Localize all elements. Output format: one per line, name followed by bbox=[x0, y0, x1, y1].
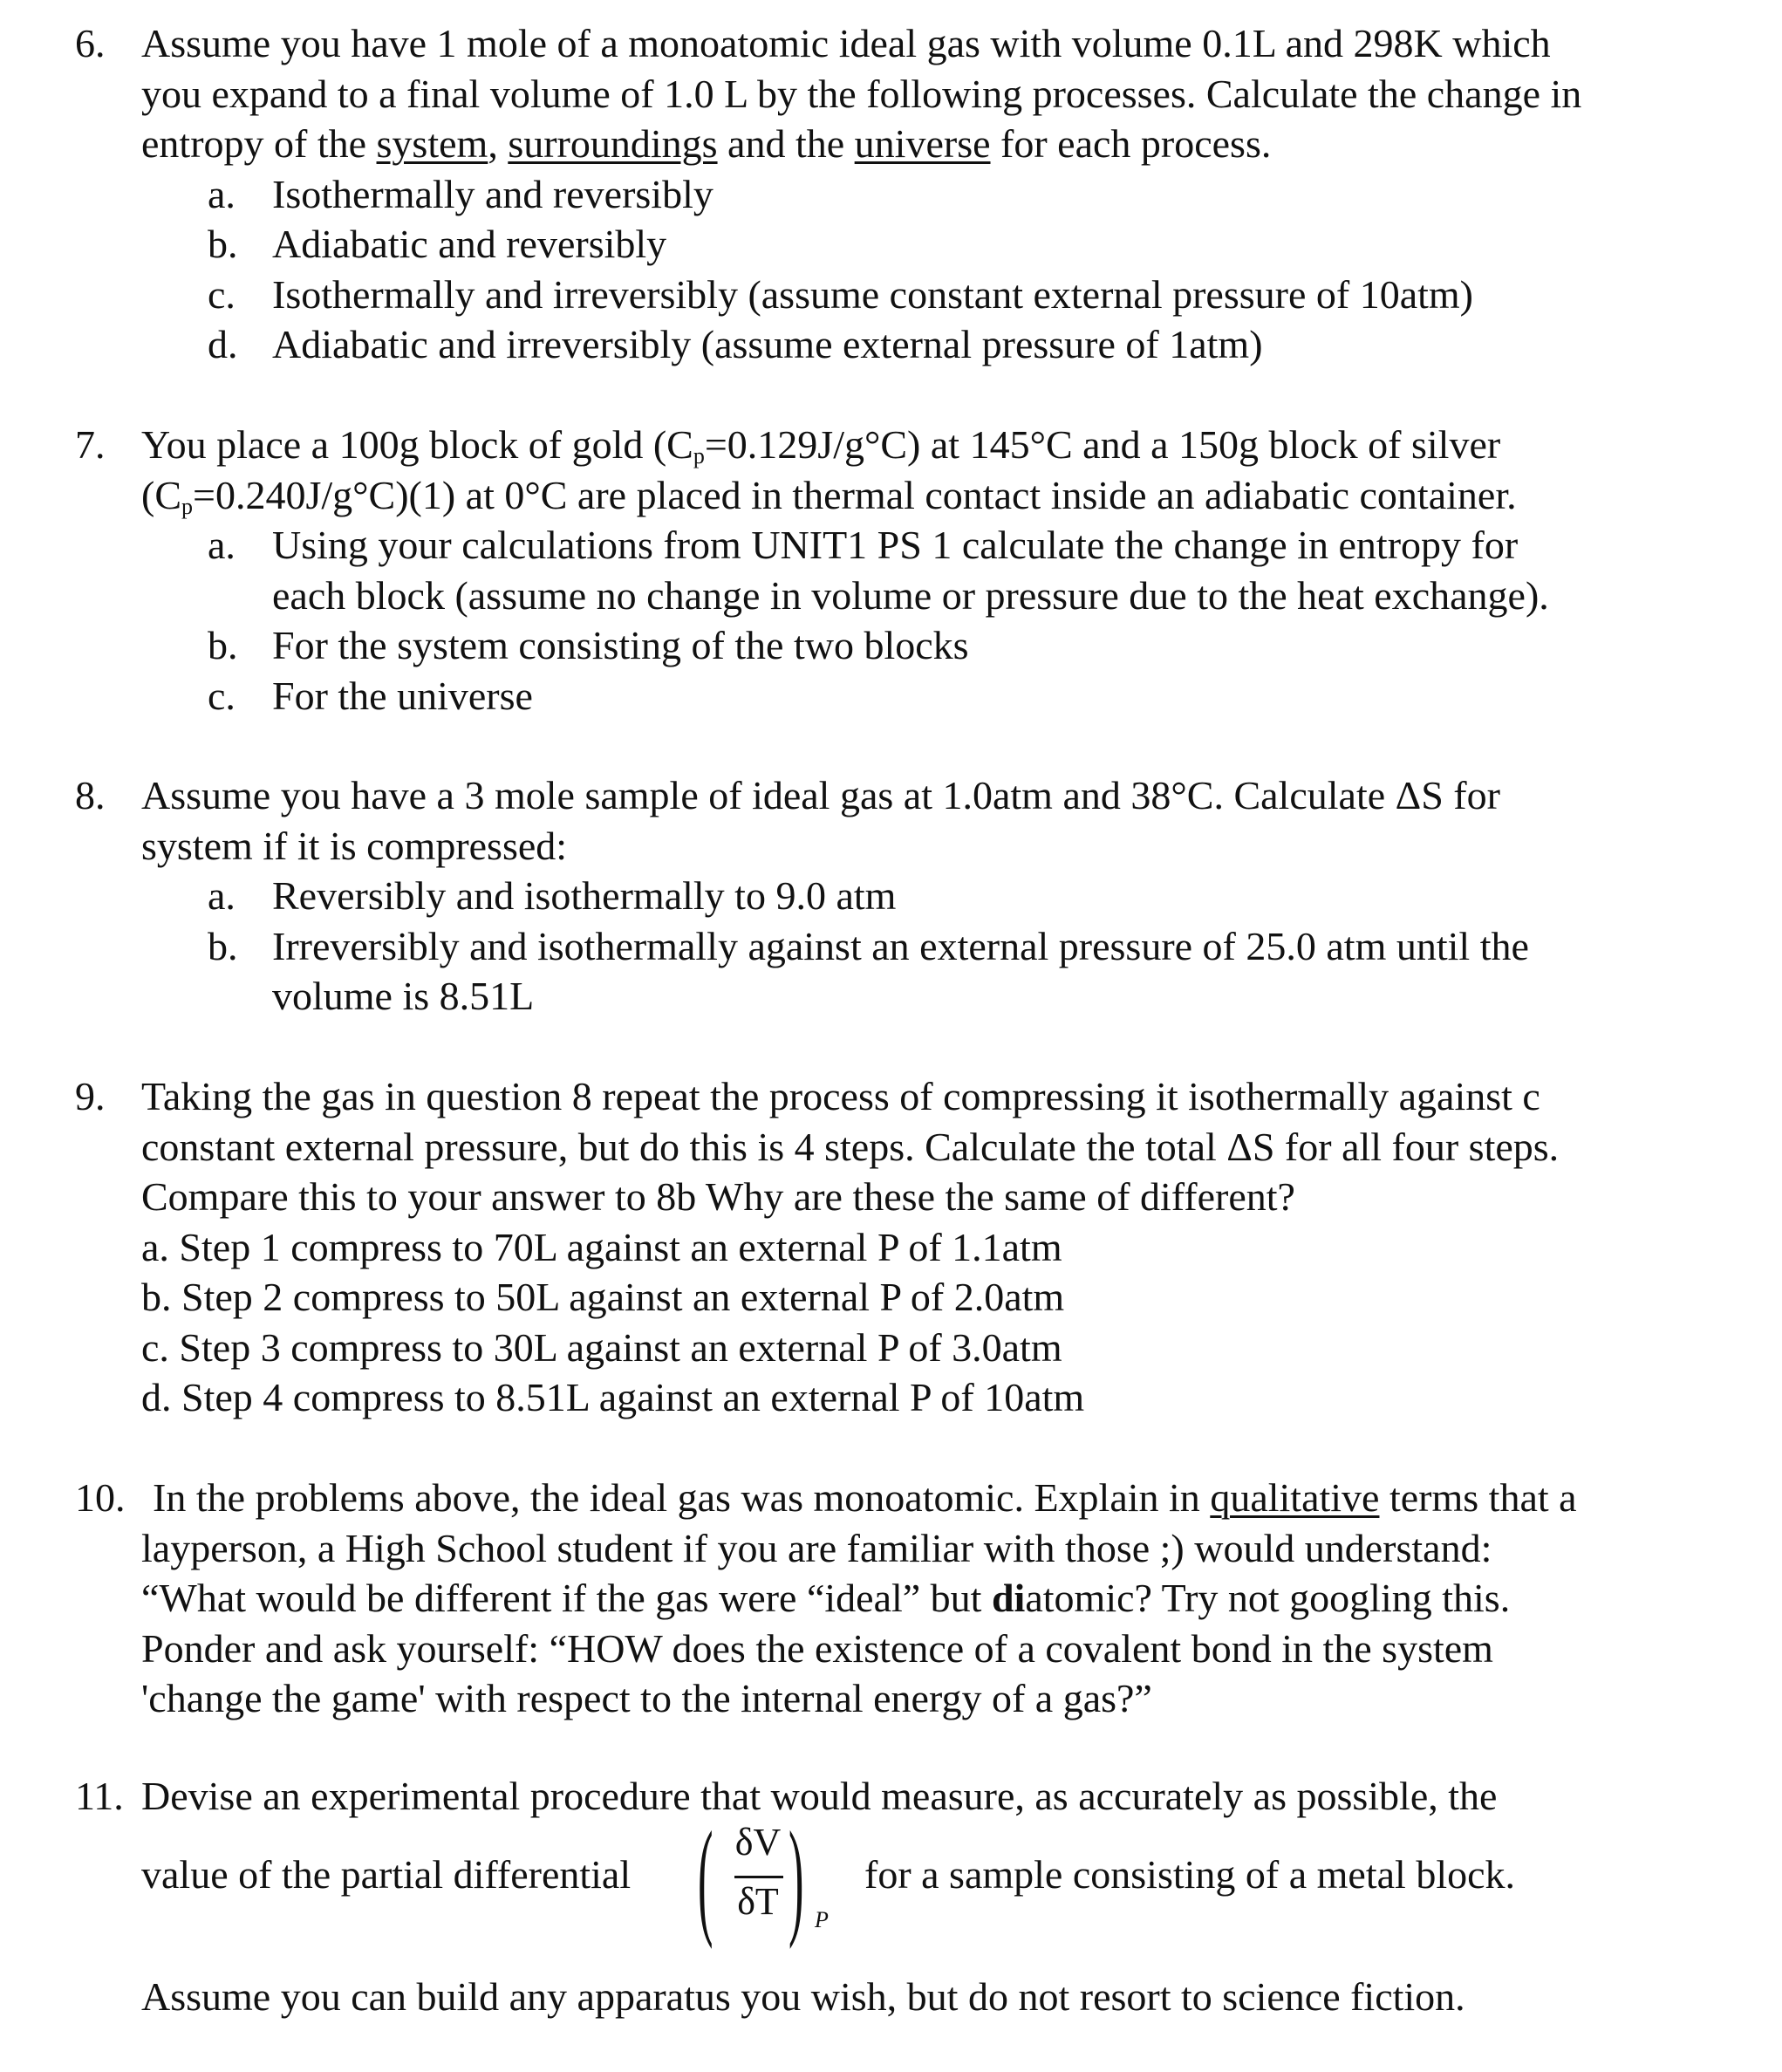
question-line bbox=[0, 1172, 1782, 1222]
question-line bbox=[0, 1372, 1782, 1423]
question-line bbox=[0, 1473, 1782, 1523]
text-segment: c. Step 3 compress to 30L against an external P of 3.0atm bbox=[141, 1324, 1062, 1370]
sub-item-label: b. bbox=[208, 222, 238, 266]
question-8 bbox=[0, 770, 1782, 1022]
subscript-text: p bbox=[181, 493, 193, 519]
line-text bbox=[141, 1573, 1510, 1624]
question-line bbox=[0, 1222, 1782, 1273]
question-line bbox=[0, 1624, 1782, 1674]
sub-item-label: a. bbox=[208, 873, 236, 918]
question-line bbox=[0, 119, 1782, 169]
q11-text-before-formula: value of the partial differential bbox=[141, 1852, 632, 1897]
line-text bbox=[272, 921, 1529, 972]
text-segment: Isothermally and reversibly bbox=[272, 171, 713, 216]
sub-item-line bbox=[0, 571, 1782, 621]
sub-item-label: a. bbox=[208, 523, 236, 567]
sub-item-label: c. bbox=[208, 673, 236, 718]
line-text bbox=[141, 1323, 1062, 1373]
question-number: 6. bbox=[75, 21, 106, 65]
text-segment: Assume you have 1 mole of a monoatomic ideal gas with volume 0.1L and 298K which bbox=[141, 21, 1551, 65]
question-10 bbox=[0, 1473, 1782, 1724]
line-text bbox=[141, 18, 1551, 69]
question-number: 8. bbox=[75, 773, 106, 817]
text-segment: volume is 8.51L bbox=[272, 974, 535, 1018]
line-text bbox=[272, 620, 969, 671]
bold-text: di bbox=[991, 1576, 1026, 1620]
text-segment: For the system consisting of the two blocks bbox=[272, 623, 969, 667]
text-segment: Reversibly and isothermally to 9.0 atm bbox=[272, 873, 897, 918]
text-segment: d. Step 4 compress to 8.51L against an external P of 10atm bbox=[141, 1375, 1085, 1419]
q11-closing-line: Assume you can build any apparatus you wish, but do not resort to science fiction. bbox=[141, 1974, 1465, 2019]
text-segment: For the universe bbox=[272, 673, 533, 718]
question-number: 11. bbox=[75, 1774, 124, 1818]
sub-item-line bbox=[0, 971, 1782, 1022]
question-7 bbox=[0, 420, 1782, 721]
text-segment: Using your calculations from UNIT1 PS 1 calculate the change in entropy for bbox=[272, 523, 1519, 567]
question-number: 10. bbox=[75, 1475, 126, 1520]
sub-item-line bbox=[0, 169, 1782, 220]
text-segment: Compare this to your answer to 8b Why are these the same of different? bbox=[141, 1174, 1295, 1219]
text-segment: Isothermally and irreversibly (assume constant external pressure of 10atm) bbox=[272, 271, 1473, 317]
line-text bbox=[141, 1624, 1493, 1674]
question-line bbox=[0, 69, 1782, 120]
partial-derivative-formula bbox=[698, 1805, 829, 1950]
line-text bbox=[141, 1771, 1497, 1822]
subscript-text: p bbox=[693, 443, 705, 468]
text-segment: Taking the gas in question 8 repeat the process of compressing it isothermally against c bbox=[141, 1074, 1540, 1118]
underlined-text: qualitative bbox=[1210, 1475, 1380, 1520]
line-text bbox=[153, 1473, 1577, 1523]
question-line bbox=[0, 770, 1782, 821]
text-segment: each block (assume no change in volume or pressure due to the heat exchange). bbox=[272, 572, 1549, 618]
question-line bbox=[0, 1122, 1782, 1173]
text-segment: In the problems above, the ideal gas was monoatomic. Explain in bbox=[153, 1475, 1211, 1520]
sub-item-line bbox=[0, 871, 1782, 921]
text-segment: You place a 100g block of gold (C bbox=[141, 422, 693, 467]
question-line bbox=[0, 1523, 1782, 1574]
line-text bbox=[141, 1272, 1064, 1323]
text-segment: and the bbox=[717, 121, 855, 166]
line-text bbox=[141, 821, 567, 872]
left-paren: ( bbox=[698, 1805, 713, 1950]
text-segment: b. Step 2 compress to 50L against an external P of 2.0atm bbox=[141, 1275, 1065, 1319]
text-segment: Irreversibly and isothermally against an external pressure of 25.0 atm until the bbox=[272, 923, 1529, 968]
sub-item-line bbox=[0, 520, 1782, 571]
line-text bbox=[141, 1222, 1062, 1273]
text-segment: Ponder and ask yourself: “HOW does the existence of a covalent bond in the system bbox=[141, 1625, 1493, 1671]
question-line bbox=[0, 470, 1782, 521]
line-text bbox=[272, 219, 666, 270]
line-text bbox=[141, 119, 1271, 169]
sub-item-line bbox=[0, 921, 1782, 972]
line-text bbox=[272, 169, 713, 220]
question-line bbox=[0, 821, 1782, 872]
right-paren: ) bbox=[789, 1805, 804, 1950]
sub-item-line bbox=[0, 671, 1782, 721]
text-segment: , bbox=[488, 121, 509, 166]
q11-formula-line bbox=[0, 1850, 1782, 1902]
text-segment: system if it is compressed: bbox=[141, 823, 568, 868]
question-number: 9. bbox=[75, 1074, 106, 1118]
question-number: 7. bbox=[75, 422, 106, 467]
line-text bbox=[272, 319, 1263, 370]
line-text bbox=[141, 770, 1500, 821]
underlined-text: system bbox=[376, 121, 488, 166]
text-segment: Adiabatic and irreversibly (assume external pressure of 1atm) bbox=[272, 322, 1263, 366]
text-segment: terms that a bbox=[1379, 1475, 1577, 1520]
text-segment: =0.129J/g°C) at 145°C and a 150g block of silver bbox=[704, 422, 1501, 467]
line-text bbox=[272, 270, 1473, 320]
fraction-bar bbox=[734, 1876, 783, 1878]
question-line bbox=[0, 420, 1782, 470]
sub-item-line bbox=[0, 319, 1782, 370]
text-segment: for each process. bbox=[990, 121, 1272, 166]
q11-text-after-formula: for a sample consisting of a metal block. bbox=[864, 1852, 1516, 1897]
sub-item-line bbox=[0, 219, 1782, 270]
text-segment: “What would be different if the gas were “ideal” but bbox=[141, 1576, 992, 1620]
line-text bbox=[272, 571, 1549, 621]
line-text bbox=[141, 1172, 1295, 1222]
text-segment: =0.240J/g°C)(1) at 0°C are placed in thermal contact inside an adiabatic container. bbox=[193, 472, 1517, 517]
text-segment: 'change the game' with respect to the internal energy of a gas?” bbox=[141, 1676, 1152, 1720]
text-segment: constant external pressure, but do this is 4 steps. Calculate the total ΔS for all four steps. bbox=[141, 1124, 1560, 1169]
sub-item-label: d. bbox=[208, 322, 238, 366]
text-segment: Assume you have a 3 mole sample of ideal gas at 1.0atm and 38°C. Calculate ΔS for bbox=[141, 773, 1500, 817]
text-segment: entropy of the bbox=[141, 121, 377, 166]
sub-item-line bbox=[0, 620, 1782, 671]
text-segment: (C bbox=[141, 472, 181, 517]
text-segment: Devise an experimental procedure that would measure, as accurately as possible, the bbox=[141, 1774, 1498, 1818]
question-line bbox=[0, 1071, 1782, 1122]
line-text bbox=[141, 1523, 1492, 1574]
question-line bbox=[0, 1771, 1782, 1822]
line-text bbox=[272, 671, 533, 721]
question-line bbox=[0, 1323, 1782, 1373]
line-text bbox=[141, 1122, 1559, 1173]
question-line bbox=[0, 1272, 1782, 1323]
text-segment: layperson, a High School student if you are familiar with those ;) would understand: bbox=[141, 1525, 1492, 1570]
line-text bbox=[272, 971, 534, 1022]
text-segment: a. Step 1 compress to 70L against an external P of 1.1atm bbox=[141, 1224, 1062, 1269]
line-text bbox=[272, 871, 896, 921]
question-9 bbox=[0, 1071, 1782, 1423]
sub-item-line bbox=[0, 270, 1782, 320]
text-segment: Adiabatic and reversibly bbox=[272, 222, 667, 266]
line-text bbox=[141, 1372, 1084, 1423]
text-segment: atomic? Try not googling this. bbox=[1025, 1576, 1511, 1620]
text-segment: you expand to a final volume of 1.0 L by the following processes. Calculate the change in bbox=[141, 71, 1582, 116]
sub-item-label: c. bbox=[208, 271, 236, 317]
line-text bbox=[141, 69, 1581, 120]
line-text bbox=[141, 1673, 1152, 1724]
question-11 bbox=[0, 1771, 1782, 1822]
underlined-text: surroundings bbox=[508, 121, 718, 166]
question-6 bbox=[0, 18, 1782, 370]
underlined-text: universe bbox=[854, 121, 991, 166]
question-line bbox=[0, 1573, 1782, 1624]
question-line bbox=[0, 18, 1782, 69]
question-line bbox=[0, 1673, 1782, 1724]
line-text bbox=[141, 1071, 1540, 1122]
denominator: δT bbox=[737, 1880, 779, 1923]
sub-item-label: b. bbox=[208, 623, 238, 667]
sub-item-label: a. bbox=[208, 171, 236, 216]
numerator: δV bbox=[734, 1821, 782, 1863]
sub-item-label: b. bbox=[208, 923, 238, 968]
subscript-p: P bbox=[815, 1907, 829, 1932]
line-text bbox=[272, 520, 1518, 571]
